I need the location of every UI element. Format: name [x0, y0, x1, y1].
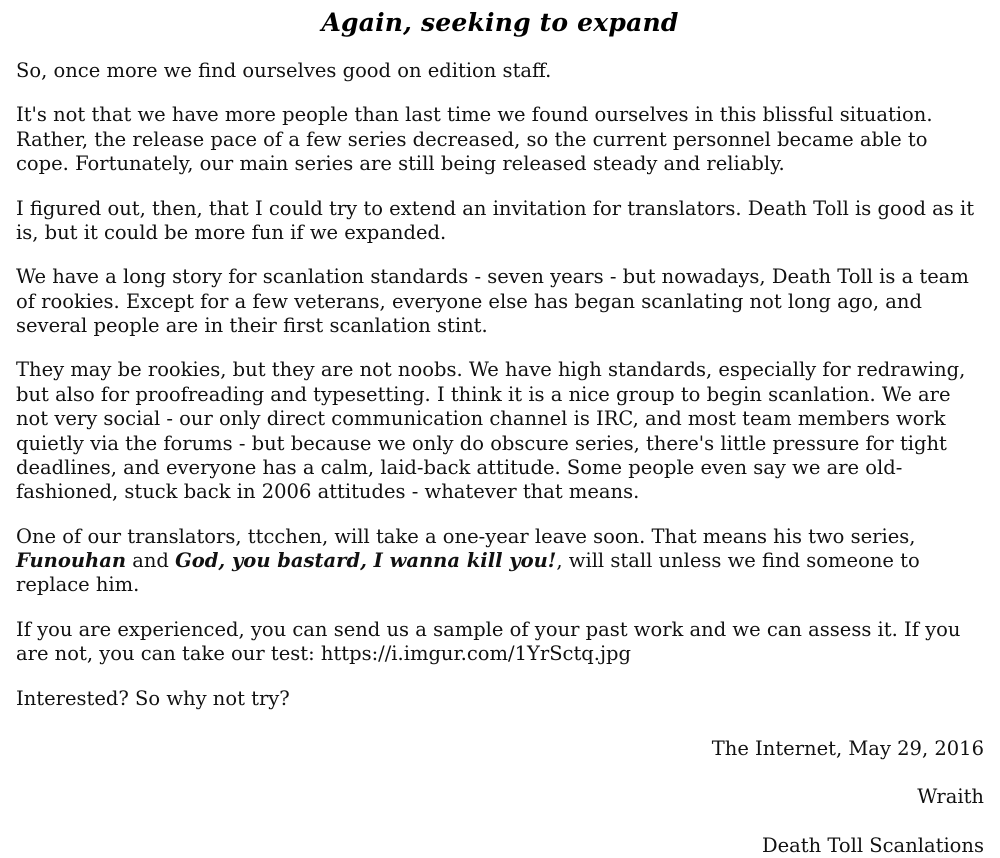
signature-group: Death Toll Scanlations: [761, 833, 984, 857]
page-title: Again, seeking to expand: [321, 8, 679, 37]
signature-block: [16, 737, 984, 858]
paragraph-2: It's not that we have more people than last time we found ourselves in this blissful situation. Rather, the release pace of a few series decreased, so the current personnel became able to cope. Fortunately, our main series are still being released steady and reliably.: [16, 103, 933, 176]
series-title-first: Funouhan: [16, 549, 127, 572]
paragraph-translator-leave: [16, 525, 984, 598]
paragraph-5: They may be rookies, but they are not noobs. We have high standards, especially for redrawing, but also for proofreading and typesetting. I think it is a nice group to begin scanlation. We are not very social - our only direct communication channel is IRC, and most team members work quietly via the forums - but because we only do obscure series, there's little pressure for tight deadlines, and everyone has a calm, laid-back attitude. Some people even say we are old-fashioned, stuck back in 2006 attitudes - whatever that means.: [16, 358, 966, 504]
translator-text-before: One of our translators, ttcchen, will take a one-year leave soon. That means his two series,: [16, 524, 916, 548]
paragraph-4: We have a long story for scanlation standards - seven years - but nowadays, Death Toll is a team of rookies. Except for a few veterans, everyone else has began scanlating not long ago, and several people are in their first scanlation stint.: [16, 265, 969, 337]
paragraph-3: I figured out, then, that I could try to extend an invitation for translators. Death Toll is good as it is, but it could be more fun if we expanded.: [16, 196, 975, 244]
paragraph-application-info: If you are experienced, you can send us a sample of your past work and we can assess it. If you are not, you can take our test: https://i.imgur.com/1YrSctq.jpg: [16, 617, 961, 666]
paragraph-1: So, once more we find ourselves good on edition staff.: [16, 59, 552, 82]
signature-date: The Internet, May 29, 2016: [711, 736, 984, 760]
translator-text-after: , will stall unless we find someone to replace him.: [16, 549, 920, 597]
series-title-second: God, you bastard, I wanna kill you!: [175, 549, 557, 572]
paragraph-call-to-action: Interested? So why not try?: [16, 686, 290, 710]
signature-author: Wraith: [917, 785, 984, 809]
translator-text-between: and: [126, 549, 176, 572]
document-page: [0, 8, 1000, 857]
